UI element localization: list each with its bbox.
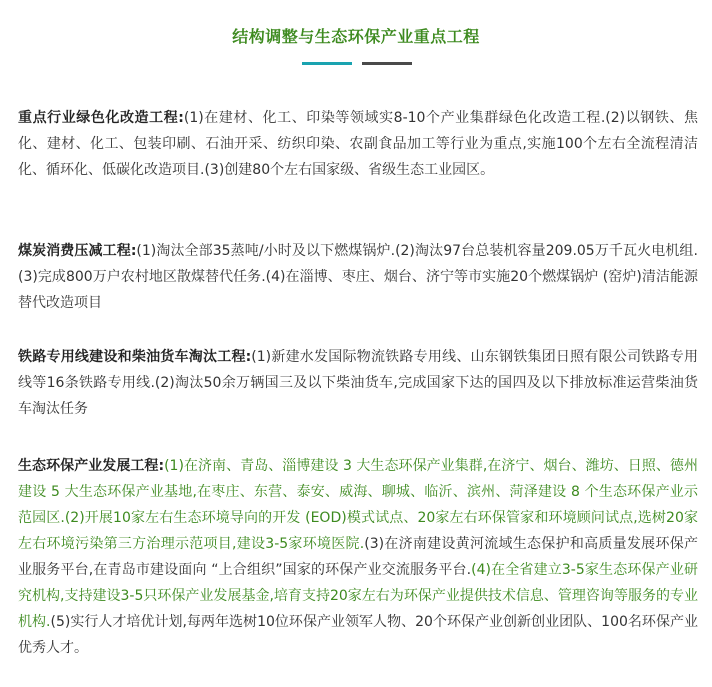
paragraph-body-plain-1: (3)在济南建设黄河流域生态保护和高质量发展环保产业服务平台,在青岛市建设面向 “上合组织”国家的环保产业交流服务平台.: [18, 536, 698, 578]
title-underline-dark: [362, 62, 412, 65]
paragraph-heading: 生态环保产业发展工程:: [18, 458, 165, 474]
paragraph-heading: 重点行业绿色化改造工程:: [18, 110, 184, 126]
title-underline-teal: [302, 62, 352, 65]
paragraph-body-green-1: (1)在济南、青岛、淄博建设 3 大生态环保产业集群,在济宁、烟台、潍坊、日照、德州建设 5 大生态环保产业基地,在枣庄、东营、泰安、威海、聊城、临沂、滨州、菏泽建设 8 个生态环保产业示范园区.: [18, 458, 698, 526]
paragraph-body-green-2: (2)开展10家左右生态环境导向的开发 (EOD)模式试点、20家左右环保管家和环境顾问试点,选树20家左右环境污染第三方治理示范项目,建设3-5家环境医院.: [18, 510, 698, 552]
paragraph-heading: 铁路专用线建设和柴油货车淘汰工程:: [18, 349, 252, 365]
paragraph-railway-diesel: [18, 344, 698, 422]
paragraph-eco-industry: [18, 453, 698, 661]
paragraph-body: (1)在建材、化工、印染等领域实8-10个产业集群绿色化改造工程.(2)以钢铁、焦化、建材、化工、包装印刷、石油开采、纺织印染、农副食品加工等行业为重点,实施100个左右全流程清洁化、循环化、低碳化改造项目.(3)创建80个左右国家级、省级生态工业园区。: [18, 110, 698, 178]
paragraph-body-plain-2: (5)实行人才培优计划,每两年选树10位环保产业领军人物、20个环保产业创新创业团队、100名环保产业优秀人才。: [18, 614, 698, 656]
page-title: 结构调整与生态环保产业重点工程: [232, 27, 480, 46]
paragraph-body-green-3: (4)在全省建立3-5家生态环保产业研究机构,支持建设3-5只环保产业发展基金,培育支持20家左右为环保产业提供技术信息、管理咨询等服务的专业机构.: [18, 562, 698, 630]
paragraph-heading: 煤炭消费压减工程:: [18, 243, 137, 259]
paragraph-body: (1)新建水发国际物流铁路专用线、山东钢铁集团日照有限公司铁路专用线等16条铁路专用线.(2)淘汰50余万辆国三及以下柴油货车,完成国家下达的国四及以下排放标准运营柴油货车淘汰任务: [18, 349, 698, 417]
paragraph-green-industry: [18, 105, 698, 183]
paragraph-coal-reduction: [18, 238, 698, 316]
paragraph-body: (1)淘汰全部35蒸吨/小时及以下燃煤锅炉.(2)淘汰97台总装机容量209.05万千瓦火电机组.(3)完成800万户农村地区散煤替代任务.(4)在淄博、枣庄、烟台、济宁等市实施20个燃煤锅炉 (窑炉)清洁能源替代改造项目: [18, 243, 698, 311]
title-underline: [0, 62, 712, 66]
